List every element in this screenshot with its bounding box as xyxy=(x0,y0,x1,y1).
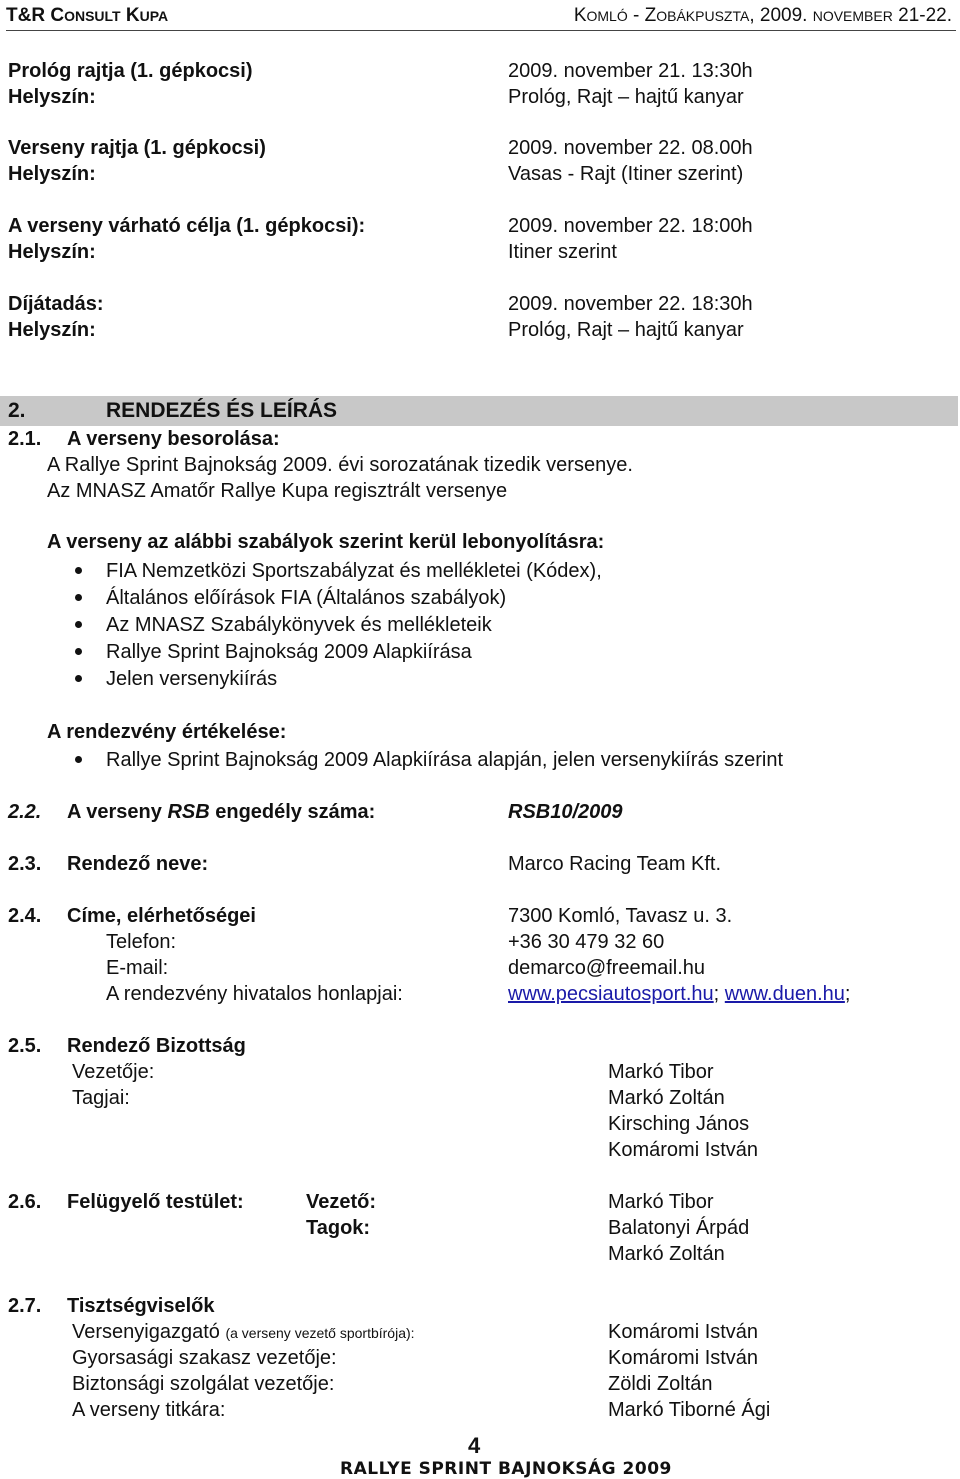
bullet-icon xyxy=(75,675,82,682)
official-name: Komáromi István xyxy=(608,1347,759,1369)
permit-title xyxy=(67,800,375,824)
header-divider xyxy=(6,30,956,31)
official-role-note: (a verseny vezető sportbírója): xyxy=(225,1325,415,1341)
header-left xyxy=(6,4,168,28)
official-role-label: Versenyigazgató xyxy=(72,1321,220,1343)
phone-value: +36 30 479 32 60 xyxy=(508,931,665,953)
header-right-part: NOVEMBER xyxy=(812,8,893,24)
classification-line: Az MNASZ Amatőr Rallye Kupa regisztrált versenye xyxy=(47,480,508,502)
committee-member-name: Markó Zoltán xyxy=(608,1087,725,1109)
section-number: 2. xyxy=(8,399,26,422)
website-label: A rendezvény hivatalos honlapjai: xyxy=(106,983,403,1005)
address: 7300 Komló, Tavasz u. 3. xyxy=(508,905,733,927)
schedule-value: 2009. november 22. 08.00h xyxy=(508,137,753,159)
rule-item: Jelen versenykiírás xyxy=(106,668,278,690)
phone-label: Telefon: xyxy=(106,931,177,953)
schedule-value: Vasas - Rajt (Itiner szerint) xyxy=(508,163,744,185)
official-role: Gyorsasági szakasz vezetője: xyxy=(72,1347,337,1369)
organizer-title: Rendező neve: xyxy=(67,853,209,875)
header-right-part: 21-22. xyxy=(892,5,952,26)
website-link-duen[interactable]: www.duen.hu xyxy=(724,983,845,1005)
bullet-icon xyxy=(75,756,82,763)
rule-item: Általános előírások FIA (Általános szabályok) xyxy=(106,587,507,609)
stewards-title: Felügyelő testület: xyxy=(67,1191,244,1213)
header-right-part: K xyxy=(573,5,587,26)
schedule-label: Verseny rajtja (1. gépkocsi) xyxy=(8,137,266,159)
permit-title-part: A verseny xyxy=(67,801,168,823)
rules-heading: A verseny az alábbi szabályok szerint kerül lebonyolításra: xyxy=(47,531,605,553)
officials-title: Tisztségviselők xyxy=(67,1295,215,1317)
header-left-part: T&R C xyxy=(6,5,65,26)
header-right-part: OBÁKPUSZTA xyxy=(656,8,750,24)
stewards-members-label: Tagok: xyxy=(306,1217,371,1239)
header-right-part: , 2009. xyxy=(749,5,813,26)
steward-name: Markó Tibor xyxy=(608,1191,714,1213)
subsection-number: 2.7. xyxy=(8,1295,42,1317)
contact-title: Címe, elérhetőségei xyxy=(67,905,256,927)
subsection-number: 2.2. xyxy=(8,801,42,823)
committee-member-name: Kirsching János xyxy=(608,1113,750,1135)
evaluation-heading: A rendezvény értékelése: xyxy=(47,721,287,743)
steward-name: Markó Zoltán xyxy=(608,1243,725,1265)
header-right-part: - Z xyxy=(627,5,657,26)
steward-name: Balatonyi Árpád xyxy=(608,1217,750,1239)
permit-number: RSB10/2009 xyxy=(508,801,623,823)
rule-item: Rallye Sprint Bajnokság 2009 Alapkiírása xyxy=(106,641,472,663)
schedule-label: Helyszín: xyxy=(8,86,96,108)
website-link-pecsiautosport[interactable]: www.pecsiautosport.hu xyxy=(508,983,714,1005)
page-number: 4 xyxy=(468,1433,481,1458)
committee-member-name: Markó Tibor xyxy=(608,1061,714,1083)
schedule-value: 2009. november 21. 13:30h xyxy=(508,60,753,82)
committee-members-label: Tagjai: xyxy=(72,1087,130,1109)
subsection-number: 2.5. xyxy=(8,1035,42,1057)
schedule-label: Helyszín: xyxy=(8,241,96,263)
schedule-value: Prológ, Rajt – hajtű kanyar xyxy=(508,319,744,341)
organizer-name: Marco Racing Team Kft. xyxy=(508,853,722,875)
permit-title-part: RSB xyxy=(167,801,210,823)
permit-title-part: engedély száma: xyxy=(209,801,376,823)
bullet-icon xyxy=(75,621,82,628)
schedule-label: Helyszín: xyxy=(8,319,96,341)
subsection-number: 2.1. xyxy=(8,428,42,450)
rule-item: Az MNASZ Szabálykönyvek és mellékleteik xyxy=(106,614,492,636)
schedule-label: Díjátadás: xyxy=(8,293,104,315)
website-separator: ; xyxy=(844,983,851,1005)
header-left-part: ONSULT xyxy=(64,8,121,24)
official-name: Zöldi Zoltán xyxy=(608,1373,713,1395)
header-left-part: K xyxy=(120,5,140,26)
section-title: RENDEZÉS ÉS LEÍRÁS xyxy=(106,399,338,422)
committee-member-name: Komáromi István xyxy=(608,1139,759,1161)
schedule-label: A verseny várható célja (1. gépkocsi): xyxy=(8,215,366,237)
header-left-part: UPA xyxy=(139,8,169,24)
schedule-label: Prológ rajtja (1. gépkocsi) xyxy=(8,60,253,82)
evaluation-item: Rallye Sprint Bajnokság 2009 Alapkiírása alapján, jelen versenykiírás szerint xyxy=(106,749,784,771)
bullet-icon xyxy=(75,567,82,574)
committee-leader-label: Vezetője: xyxy=(72,1061,155,1083)
official-role: Biztonsági szolgálat vezetője: xyxy=(72,1373,335,1395)
schedule-label: Helyszín: xyxy=(8,163,96,185)
header-right-part: OMLÓ xyxy=(586,8,628,24)
footer-title: RALLYE SPRINT BAJNOKSÁG 2009 xyxy=(340,1459,672,1479)
bullet-icon xyxy=(75,648,82,655)
official-name: Markó Tiborné Ági xyxy=(608,1399,771,1421)
official-role xyxy=(72,1320,415,1345)
official-name: Komáromi István xyxy=(608,1321,759,1343)
schedule-value: 2009. november 22. 18:00h xyxy=(508,215,753,237)
website-separator: ; xyxy=(713,983,720,1005)
schedule-value: Prológ, Rajt – hajtű kanyar xyxy=(508,86,744,108)
subsection-title: A verseny besorolása: xyxy=(67,428,280,450)
subsection-number: 2.4. xyxy=(8,905,42,927)
website-links xyxy=(508,982,850,1006)
email-label: E-mail: xyxy=(106,957,169,979)
classification-line: A Rallye Sprint Bajnokság 2009. évi sorozatának tizedik versenye. xyxy=(47,454,633,476)
subsection-number: 2.6. xyxy=(8,1191,42,1213)
header-right xyxy=(574,4,952,28)
schedule-value: 2009. november 22. 18:30h xyxy=(508,293,753,315)
email-value: demarco@freemail.hu xyxy=(508,957,706,979)
committee-title: Rendező Bizottság xyxy=(67,1035,246,1057)
subsection-number: 2.3. xyxy=(8,853,42,875)
rule-item: FIA Nemzetközi Sportszabályzat és mellékletei (Kódex), xyxy=(106,560,602,582)
stewards-leader-label: Vezető: xyxy=(306,1191,377,1213)
bullet-icon xyxy=(75,594,82,601)
official-role: A verseny titkára: xyxy=(72,1399,226,1421)
schedule-value: Itiner szerint xyxy=(508,241,617,263)
